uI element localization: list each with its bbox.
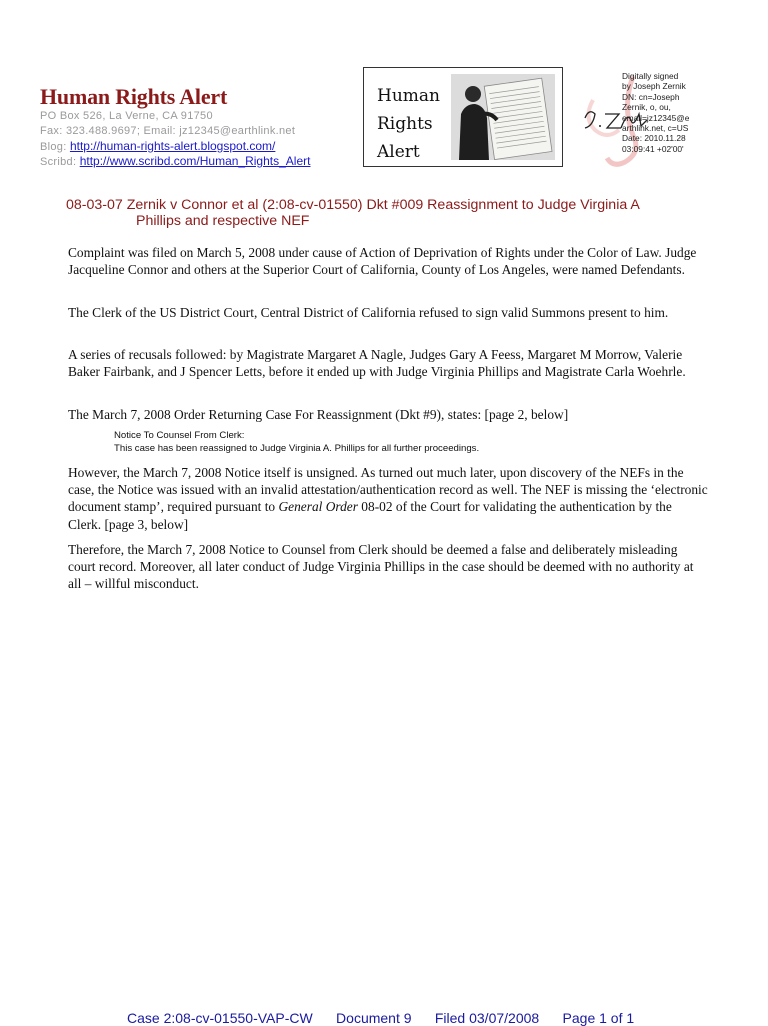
footer-case: Case 2:08-cv-01550-VAP-CW	[127, 1010, 313, 1026]
paragraph-complaint: Complaint was filed on March 5, 2008 under cause of Action of Deprivation of Rights under the Color of Law. Judge Jacqueline Connor and others at the Superior Court of California, County of Los Angeles, were named Defendants.	[68, 245, 697, 278]
logo-word-alert: Alert	[377, 142, 420, 162]
blog-link[interactable]: http://human-rights-alert.blogspot.com/	[69, 139, 276, 153]
scribd-line	[40, 154, 310, 168]
footer-document: Document 9	[336, 1010, 412, 1026]
paragraph-clerk: The Clerk of the US District Court, Central District of California refused to sign valid Summons present to him.	[68, 305, 669, 320]
title-line-2: Phillips and respective NEF	[136, 212, 310, 229]
paragraph-unsigned-part2: 08-02 of the Court for validating the authentication by the Clerk. [page 3, below]	[68, 499, 672, 532]
blog-label: Blog:	[40, 141, 67, 153]
notice-heading: Notice To Counsel From Clerk:	[114, 430, 245, 441]
general-order-italic: General Order	[278, 499, 358, 515]
org-title: Human Rights Alert	[40, 84, 228, 109]
paragraph-conclusion: Therefore, the March 7, 2008 Notice to Counsel from Clerk should be deemed a false and deliberately misleading court record. Moreover, all later conduct of Judge Virginia Phillips in the case should be deemed with no authority at all – willful misconduct.	[68, 542, 694, 592]
document-title	[66, 198, 706, 229]
notice-quote	[114, 430, 479, 455]
scribd-link[interactable]: http://www.scribd.com/Human_Rights_Alert	[79, 154, 311, 168]
logo-word-human: Human	[377, 86, 440, 106]
logo-box	[363, 67, 563, 167]
scribd-label: Scribd:	[40, 156, 77, 168]
logo-photo-image	[451, 74, 555, 160]
address-line: PO Box 526, La Verne, CA 91750	[40, 110, 213, 122]
paragraph-unsigned-part1: However, the March 7, 2008 Notice itself is unsigned. As turned out much later, upon discovery of the NEFs in the case, the Notice was issued with an invalid attestation/authentication record as well. The NEF is missing the ‘electronic document stamp’, required pursuant to	[68, 465, 708, 515]
paragraph-order: The March 7, 2008 Order Returning Case For Reassignment (Dkt #9), states: [page 2, below]	[68, 407, 569, 422]
blog-line	[40, 139, 275, 153]
signature-details: Digitally signed by Joseph Zernik DN: cn=Joseph Zernik, o, ou, email=jz12345@e arthlink.net, c=US Date: 2010.11.28 03:09:41 +02'00'	[622, 71, 690, 154]
footer-page: Page 1 of 1	[562, 1010, 635, 1026]
fax-email-line: Fax: 323.488.9697; Email: jz12345@earthlink.net	[40, 125, 296, 137]
digital-signature	[573, 70, 723, 170]
notice-text: This case has been reassigned to Judge Virginia A. Phillips for all further proceedings.	[114, 442, 480, 454]
logo-word-rights: Rights	[377, 114, 433, 134]
paragraph-unsigned	[68, 464, 708, 533]
title-line-1: 08-03-07 Zernik v Connor et al (2:08-cv-01550) Dkt #009 Reassignment to Judge Virginia A	[66, 197, 640, 213]
paragraph-recusals: A series of recusals followed: by Magistrate Margaret A Nagle, Judges Gary A Feess, Margaret M Morrow, Valerie Baker Fairbank, and J Spencer Letts, before it ended up with Judge Virginia Phillips and Magistrate Carla Woehrle.	[68, 347, 686, 380]
footer-filed: Filed 03/07/2008	[434, 1010, 540, 1026]
